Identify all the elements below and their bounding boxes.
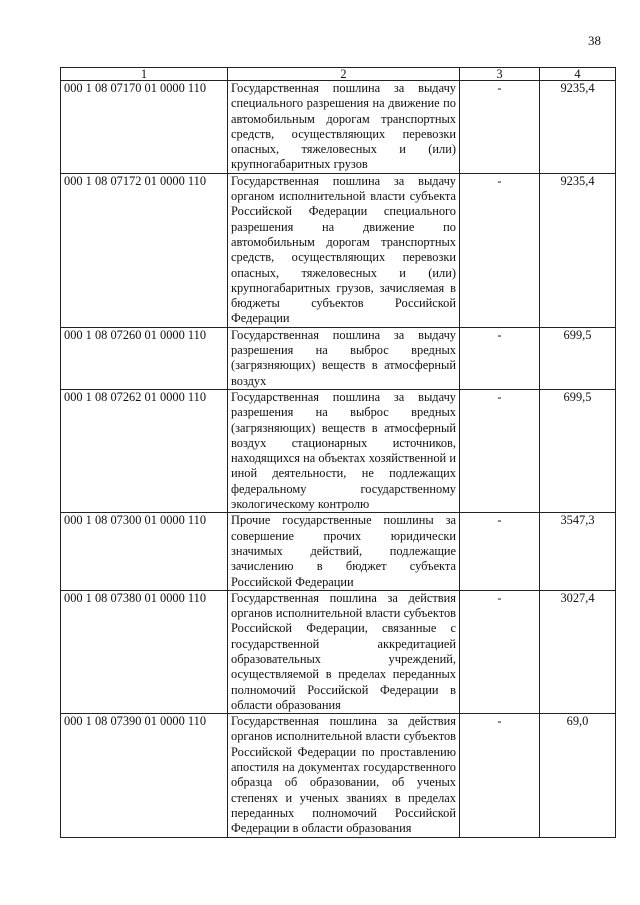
budget-table — [60, 67, 616, 838]
amount: 9235,4 — [540, 173, 616, 327]
column-3-value: - — [460, 513, 540, 590]
column-3-value: - — [460, 714, 540, 837]
column-3-value: - — [460, 389, 540, 512]
budget-code: 000 1 08 07172 01 0000 110 — [61, 173, 228, 327]
table-row — [61, 513, 616, 590]
revenue-description: Прочие государственные пошлины за совершение прочих юридически значимых действий, подлежащие зачислению в бюджет субъекта Российской Федерации — [228, 513, 460, 590]
budget-code: 000 1 08 07390 01 0000 110 — [61, 714, 228, 837]
column-header-3: 3 — [460, 68, 540, 81]
revenue-description: Государственная пошлина за выдачу разрешения на выброс вредных (загрязняющих) веществ в атмосферный воздух — [228, 327, 460, 389]
table-row — [61, 714, 616, 837]
budget-code: 000 1 08 07380 01 0000 110 — [61, 590, 228, 713]
budget-code: 000 1 08 07262 01 0000 110 — [61, 389, 228, 512]
budget-code: 000 1 08 07170 01 0000 110 — [61, 81, 228, 174]
table-row — [61, 173, 616, 327]
page-number: 38 — [588, 33, 601, 48]
column-3-value: - — [460, 590, 540, 713]
amount: 9235,4 — [540, 81, 616, 174]
amount: 699,5 — [540, 389, 616, 512]
table-row — [61, 590, 616, 713]
amount: 3547,3 — [540, 513, 616, 590]
table-row — [61, 327, 616, 389]
column-3-value: - — [460, 327, 540, 389]
amount: 699,5 — [540, 327, 616, 389]
revenue-description: Государственная пошлина за действия органов исполнительной власти субъектов Российской Федерации, связанные с государственной аккредитацией образовательных учреждений, осуществляемой в пределах переданных полномочий Российской Федерации в области образования — [228, 590, 460, 713]
table-row — [61, 389, 616, 512]
revenue-description: Государственная пошлина за выдачу органом исполнительной власти субъекта Российской Федерации специального разрешения на движение по автомобильным дорогам транспортных средств, осуществляющих перевозки опасных, тяжеловесных и (или) крупногабаритных грузов, зачисляемая в бюджеты субъектов Российской Федерации — [228, 173, 460, 327]
header-row — [61, 68, 616, 81]
column-header-4: 4 — [540, 68, 616, 81]
table-row — [61, 81, 616, 174]
column-header-1: 1 — [61, 68, 228, 81]
amount: 69,0 — [540, 714, 616, 837]
revenue-description: Государственная пошлина за выдачу разрешения на выброс вредных (загрязняющих) веществ в атмосферный воздух стационарных источников, находящихся на объектах хозяйственной и иной деятельности, не подлежащих федеральному государственному экологическому контролю — [228, 389, 460, 512]
column-3-value: - — [460, 81, 540, 174]
budget-code: 000 1 08 07260 01 0000 110 — [61, 327, 228, 389]
column-3-value: - — [460, 173, 540, 327]
revenue-description: Государственная пошлина за выдачу специального разрешения на движение по автомобильным дорогам транспортных средств, осуществляющих перевозки опасных, тяжеловесных и (или) крупногабаритных грузов — [228, 81, 460, 174]
amount: 3027,4 — [540, 590, 616, 713]
column-header-2: 2 — [228, 68, 460, 81]
budget-code: 000 1 08 07300 01 0000 110 — [61, 513, 228, 590]
revenue-description: Государственная пошлина за действия органов исполнительной власти субъектов Российской Федерации по проставлению апостиля на документах государственного образца об образовании, об ученых степенях и ученых званиях в пределах переданных полномочий Российской Федерации в области образования — [228, 714, 460, 837]
